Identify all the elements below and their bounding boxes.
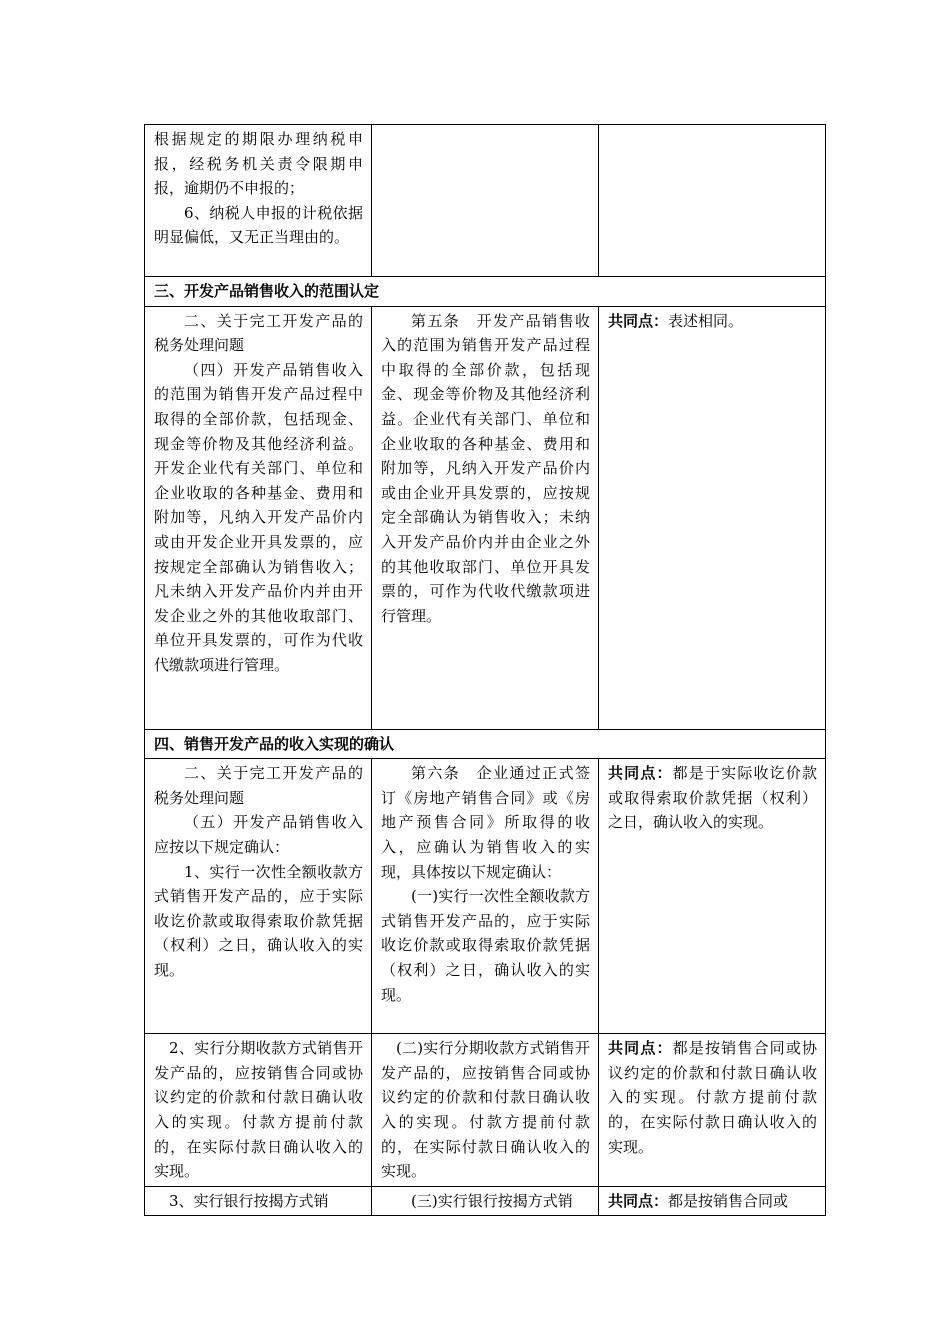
old-rule-cell	[145, 125, 372, 277]
common-point-label: 共同点：	[608, 1191, 669, 1210]
section-title: 四、销售开发产品的收入实现的确认	[145, 729, 826, 759]
old-rule-cell	[145, 306, 372, 729]
section-title: 三、开发产品销售收入的范围认定	[145, 277, 826, 307]
common-point-text: 都是按销售合同或协议约定的价款和付款日确认收入的实现。付款方提前付款的，在实际付款日确认收入的实现。	[608, 1039, 817, 1156]
paragraph: 二、关于完工开发产品的税务处理问题	[154, 311, 363, 355]
paragraph: 第五条 开发产品销售收入的范围为销售开发产品过程中取得的全部价款，包括现金、现金等价物及其他经济利益。企业代有关部门、单位和企业收取的各种基金、费用和附加等，凡纳入开发产品价内或由企业开具发票的，应按规定全部确认为销售收入；未纳入开发产品价内并由企业之外的其他收取部门、单位开具发票的，可作为代收代缴款项进行管理。	[381, 311, 590, 625]
paragraph: 第六条 企业通过正式签订《房地产销售合同》或《房地产预售合同》所取得的收入，应确认为销售收入的实现，具体按以下规定确认：	[381, 764, 590, 881]
paragraph: （五）开发产品销售收入应按以下规定确认：	[154, 813, 363, 856]
old-rule-cell	[145, 759, 372, 1034]
common-point-label: 共同点：	[608, 1039, 673, 1058]
comparison-cell	[599, 1186, 826, 1216]
comparison-cell	[599, 759, 826, 1034]
comparison-cell	[599, 306, 826, 729]
common-point-label: 共同点：	[608, 764, 673, 783]
paragraph: (一)实行一次性全额收款方式销售开发产品的，应于实际收讫价款或取得索取价款凭据（权利）之日，确认收入的实现。	[381, 887, 590, 1004]
table-row	[145, 1186, 826, 1216]
comparison-cell	[599, 125, 826, 277]
comparison-cell	[599, 1034, 826, 1187]
comparison-table	[144, 124, 826, 1216]
new-rule-cell	[372, 1186, 599, 1216]
common-point-text: 表述相同。	[668, 311, 744, 330]
table-row	[145, 759, 826, 1034]
paragraph: 根据规定的期限办理纳税申报，经税务机关责令限期申报，逾期仍不申报的；	[154, 130, 363, 198]
table-row	[145, 306, 826, 729]
old-rule-cell	[145, 1186, 372, 1216]
new-rule-cell	[372, 125, 599, 277]
new-rule-cell	[372, 1034, 599, 1187]
old-rule-cell	[145, 1034, 372, 1187]
table-row	[145, 1034, 826, 1187]
section-header-row	[145, 729, 826, 759]
new-rule-cell	[372, 759, 599, 1034]
table-row	[145, 125, 826, 277]
paragraph: (二)实行分期收款方式销售开发产品的，应按销售合同或协议约定的价款和付款日确认收入的实现。付款方提前付款的，在实际付款日确认收入的实现。	[381, 1039, 590, 1181]
paragraph: （四）开发产品销售收入的范围为销售开发产品过程中取得的全部价款，包括现金、现金等价物及其他经济利益。开发企业代有关部门、单位和企业收取的各种基金、费用和附加等，凡纳入开发产品价内或由开发企业开具发票的，应按规定全部确认为销售收入；凡未纳入开发产品价内并由开发企业之外的其他收取部门、单位开具发票的，可作为代收代缴款项进行管理。	[154, 360, 363, 674]
paragraph: 2、实行分期收款方式销售开发产品的，应按销售合同或协议约定的价款和付款日确认收入的实现。付款方提前付款的，在实际付款日确认收入的实现。	[154, 1039, 363, 1181]
section-header-row	[145, 277, 826, 307]
paragraph: 3、实行银行按揭方式销	[169, 1191, 329, 1210]
paragraph: 6、纳税人申报的计税依据明显偏低，又无正当理由的。	[154, 203, 363, 247]
paragraph: (三)实行银行按揭方式销	[411, 1191, 573, 1210]
paragraph: 1、实行一次性全额收款方式销售开发产品的，应于实际收讫价款或取得索取价款凭据（权利）之日，确认收入的实现。	[154, 862, 363, 979]
paragraph: 二、关于完工开发产品的税务处理问题	[154, 764, 363, 807]
common-point-text: 都是按销售合同或	[668, 1191, 789, 1210]
common-point-label: 共同点：	[608, 311, 669, 330]
common-point-text: 都是于实际收讫价款或取得索取价款凭据（权利）之日，确认收入的实现。	[608, 764, 817, 832]
new-rule-cell	[372, 306, 599, 729]
